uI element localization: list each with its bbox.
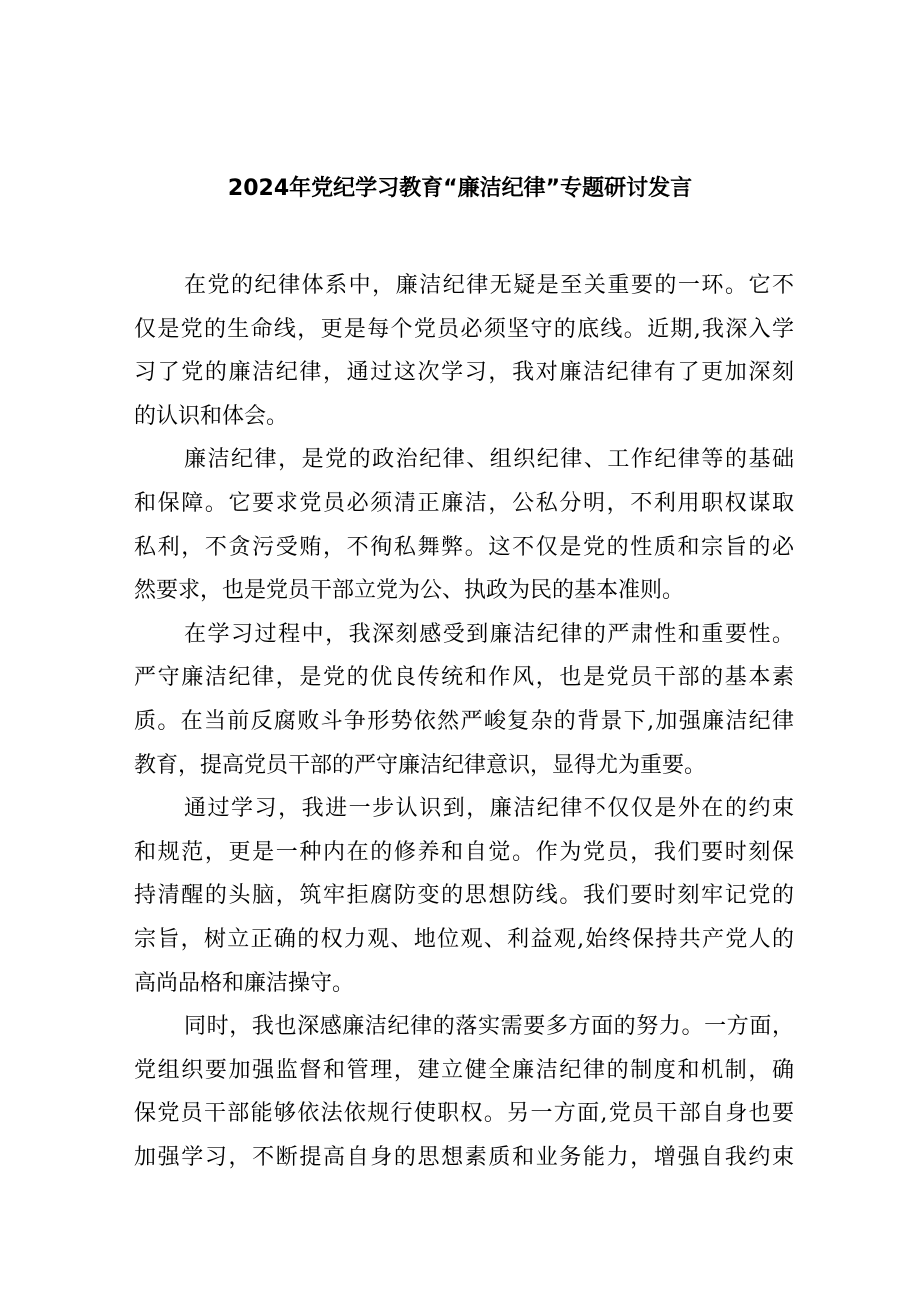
text-line: 习了党的廉洁纪律，通过这次学习，我对廉洁纪律有了更加深刻 bbox=[134, 360, 794, 386]
paragraph-1 bbox=[134, 264, 794, 438]
text-line: 严守廉洁纪律，是党的优良传统和作风，也是党员干部的基本素 bbox=[134, 665, 794, 691]
text-line: 的认识和体会。 bbox=[134, 403, 289, 429]
text-line: 在学习过程中，我深刻感受到廉洁纪律的严肃性和重要性。 bbox=[184, 621, 794, 647]
text-line: 教育，提高党员干部的严守廉洁纪律意识，显得尤为重要。 bbox=[134, 752, 707, 778]
text-line: 保党员干部能够依法依规行使职权。另一方面,党员干部自身也要 bbox=[134, 1101, 794, 1127]
text-line: 同时，我也深感廉洁纪律的落实需要多方面的努力。一方面， bbox=[184, 1014, 794, 1040]
paragraph-2 bbox=[134, 438, 794, 612]
text-line: 宗旨，树立正确的权力观、地位观、利益观,始终保持共产党人的 bbox=[134, 926, 794, 952]
document-title: 2024年党纪学习教育“廉洁纪律”专题研讨发言 bbox=[227, 176, 693, 201]
text-line: 和保障。它要求党员必须清正廉洁，公私分明，不利用职权谋取 bbox=[134, 490, 794, 516]
text-line: 私利，不贪污受贿，不徇私舞弊。这不仅是党的性质和宗旨的必 bbox=[134, 534, 794, 560]
text-line: 加强学习，不断提高自身的思想素质和业务能力，增强自我约束 bbox=[134, 1144, 794, 1170]
paragraph-3 bbox=[134, 613, 794, 787]
text-line: 持清醒的头脑，筑牢拒腐防变的思想防线。我们要时刻牢记党的 bbox=[134, 883, 794, 909]
paragraph-4 bbox=[134, 787, 794, 1005]
text-line: 然要求，也是党员干部立党为公、执政为民的基本准则。 bbox=[134, 578, 685, 604]
text-line: 和规范，更是一种内在的修养和自觉。作为党员，我们要时刻保 bbox=[134, 839, 794, 865]
text-line: 质。在当前反腐败斗争形势依然严峻复杂的背景下,加强廉洁纪律 bbox=[134, 708, 794, 734]
text-line: 仅是党的生命线，更是每个党员必须坚守的底线。近期,我深入学 bbox=[134, 316, 794, 342]
text-line: 高尚品格和廉洁操守。 bbox=[134, 970, 355, 996]
paragraph-5 bbox=[134, 1005, 794, 1179]
text-line: 廉洁纪律，是党的政治纪律、组织纪律、工作纪律等的基础 bbox=[184, 447, 794, 473]
text-line: 党组织要加强监督和管理，建立健全廉洁纪律的制度和机制，确 bbox=[134, 1057, 794, 1083]
text-line: 通过学习，我进一步认识到，廉洁纪律不仅仅是外在的约束 bbox=[184, 796, 794, 822]
text-line: 在党的纪律体系中，廉洁纪律无疑是至关重要的一环。它不 bbox=[184, 273, 794, 298]
document-body bbox=[134, 264, 794, 1179]
